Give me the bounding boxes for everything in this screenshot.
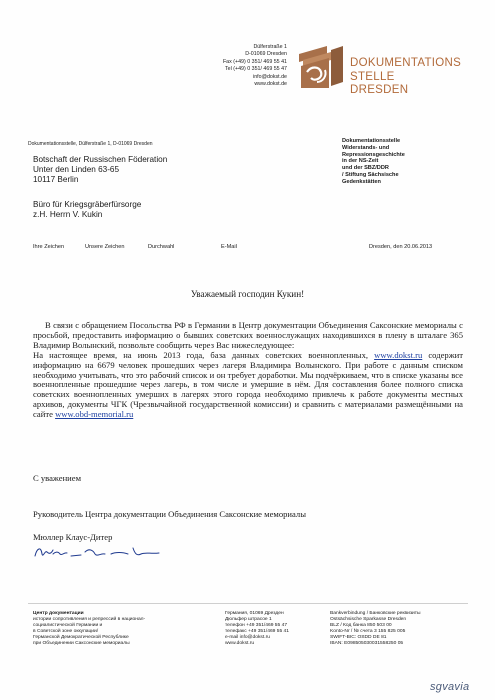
footer-column-3 (330, 611, 460, 646)
org-description-line: und der SBZ/DDR (342, 165, 389, 172)
footer-col1-title: Центр документации (33, 611, 84, 616)
footer-col2-line: Германия, 01069 Дрезден (225, 611, 284, 616)
sender-return-address: Dokumentationsstelle, Dülferstraße 1, D-01069 Dresden (28, 141, 153, 147)
watermark: sgvavia (430, 681, 470, 693)
recipient-address (33, 155, 167, 186)
footer-col1-line: Германской Демократической Республике (33, 634, 129, 640)
footer-divider (28, 603, 468, 604)
address-line: www.dokst.de (254, 81, 287, 88)
ref-email: E-Mail (221, 244, 237, 250)
salutation: Уважаемый господин Кукин! (190, 289, 305, 299)
letter-body (33, 321, 463, 420)
ref-ihre-zeichen: Ihre Zeichen (33, 244, 65, 250)
footer-col2-line: телефон +49 351/469 55 47 (225, 622, 288, 628)
org-name-line: DRESDEN (350, 84, 409, 96)
org-name (350, 57, 461, 98)
org-description-line: Repressionsgeschichte (342, 151, 405, 158)
closing: С уважением (33, 473, 82, 483)
footer-col1-line: социалистической Германии и (33, 622, 103, 628)
org-description-line: / Stiftung Sächsische (342, 171, 399, 178)
recipient-line: Botschaft der Russischen Föderation (33, 155, 168, 164)
recipient-line: Unter den Linden 63-65 (33, 165, 120, 175)
address-line: Dülferstraße 1 (253, 44, 287, 50)
org-description-line: Gedenkstätten (342, 178, 381, 185)
org-description-line: Widerstands- und (342, 144, 390, 151)
footer-column-2 (225, 611, 325, 646)
address-line: Fax (+49) 0 351/ 469 55 41 (222, 58, 287, 65)
signer-name: Мюллер Клаус-Дитер (33, 532, 113, 542)
address-line: D-01069 Dresden (245, 51, 287, 58)
paragraph-2 (33, 351, 463, 420)
footer-col3-line: SWIFT-BIC: OSDD DE 81 (330, 634, 387, 640)
footer-col3-line: Ostsächsische Sparkasse Dresden (330, 616, 407, 622)
org-name-line: STELLE (350, 70, 395, 83)
footer-col3-line: Konto-Nr / № счета 3 155 825 005 (330, 628, 406, 634)
ref-place-date: Dresden, den 20.06.2013 (369, 244, 433, 250)
recipient-attention (33, 200, 141, 220)
ref-unsere-zeichen: Unsere Zeichen (85, 244, 125, 250)
ref-durchwahl: Durchwahl (148, 244, 175, 250)
org-name-line: DOKUMENTATIONS (350, 57, 462, 69)
address-line: Tel (+49) 0 351/ 469 55 47 (225, 66, 287, 73)
paragraph-2-middle: содержит информацию на 6679 человек прошедших через лагеря Владимира Волынского. При работе с данным списком необходимо учитывать, что это рабочий список и он требует доработки. Мы подчёркиваем, что в списке указаны все военнопленные прошедшие через лагерь, в том числе и умершие в нём. Для составления более полного списка советских военнопленных умерших в лагерях этого города необходимо привлечь к работе документы местных архивов, документы ЧГК (Чрезвычайной государственной комиссии) и сравнить с материалами размещёнными на сайте (33, 349, 463, 420)
signer-title: Руководитель Центра документации Объединения Саксонские мемориалы (33, 509, 306, 519)
recipient-line: 10117 Berlin (33, 175, 79, 185)
obd-memorial-link[interactable]: www.obd-memorial.ru (55, 409, 134, 420)
footer-col3-line: BLZ / Код банка 850 503 00 (330, 622, 392, 628)
attention-line: z.H. Herrn V. Kukin (33, 210, 103, 220)
dokumentationsstelle-logo (297, 42, 345, 90)
paragraph-2-start: На настоящее время, на июнь 2013 года, база данных советских военнопленных, (33, 349, 375, 360)
footer-col2-line: e-mail info@dokst.ru (225, 634, 270, 640)
attention-line: Büro für Kriegsgräberfürsorge (33, 200, 142, 209)
footer-col3-line: IBAN: E098505030031558250 05 (330, 640, 404, 646)
org-description-line: in der NS-Zeit (342, 158, 379, 165)
footer-col1-line: в Советской зоне оккупации/ (33, 628, 99, 634)
reference-row (33, 244, 463, 254)
org-description (342, 138, 462, 186)
dokst-link[interactable]: www.dokst.ru (374, 349, 423, 360)
footer-col1-line: при Объединении Саксонские мемориалы (33, 640, 130, 646)
paragraph-1: В связи с обращением Посольства РФ в Германии в Центр документации Объединения Саксонские мемориалы с просьбой, предоставить информацию о бывших советских военнослужащих находившихся в плену в шталаге 365 Владимир Волынский, позвольте сообщить через Вас нижеследующее: (33, 320, 463, 350)
address-line: info@dokst.de (253, 73, 287, 80)
org-description-line: Dokumentationsstelle (342, 138, 401, 144)
footer-col2-line: Дюльфер штрасое 1 (225, 616, 272, 622)
handwritten-signature (33, 542, 163, 562)
header-address (205, 44, 287, 88)
footer-col3-line: Bankverbindung / Банковские реквизиты (330, 611, 421, 616)
footer-col1-line: истории сопротивления и репрессий в национал- (33, 616, 146, 622)
footer-col2-line: телефакс +49 351/469 55 41 (225, 628, 289, 634)
footer-col2-line: www.dokst.ru (225, 640, 255, 646)
footer-column-1 (33, 611, 213, 646)
